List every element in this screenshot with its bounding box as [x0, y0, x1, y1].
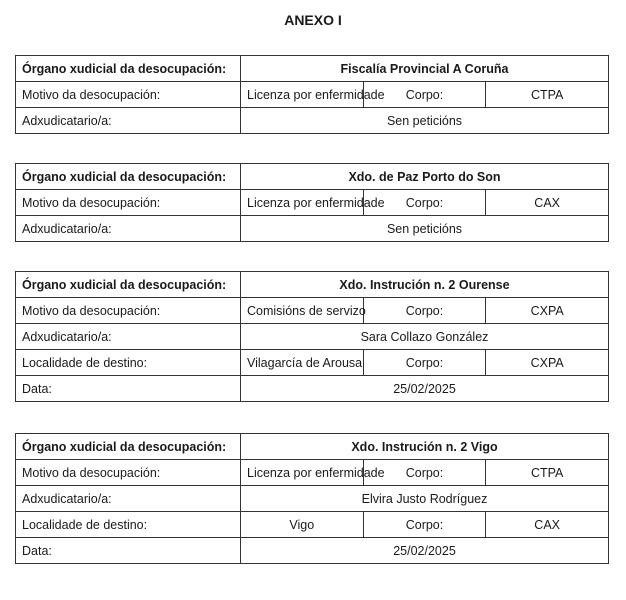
data-value: 25/02/2025: [241, 538, 609, 564]
corpo-label: Corpo:: [363, 190, 486, 216]
adxudicatario-value: Sen peticións: [241, 216, 609, 242]
corpo-label: Corpo:: [363, 298, 486, 324]
adxudicatario-row: [16, 216, 609, 242]
corpo-label: Corpo:: [363, 82, 486, 108]
data-value: 25/02/2025: [241, 376, 609, 402]
organo-row: [16, 434, 609, 460]
motivo-row: [16, 460, 609, 486]
motivo-label: Motivo da desocupación:: [16, 460, 241, 486]
motivo-value: Licenza por enfermidade: [241, 460, 364, 486]
localidade-row: [16, 350, 609, 376]
organo-label: Órgano xudicial da desocupación:: [16, 434, 241, 460]
document-title: ANEXO I: [284, 12, 342, 28]
organo-label: Órgano xudicial da desocupación:: [16, 272, 241, 298]
vacancy-block-1: [15, 55, 609, 134]
corpo-destino-value: CAX: [486, 512, 609, 538]
corpo-value: CAX: [486, 190, 609, 216]
localidade-row: [16, 512, 609, 538]
organo-row: [16, 272, 609, 298]
motivo-value: Licenza por enfermidade: [241, 82, 364, 108]
corpo-destino-value: CXPA: [486, 350, 609, 376]
adxudicatario-row: [16, 108, 609, 134]
adxudicatario-label: Adxudicatario/a:: [16, 324, 241, 350]
motivo-label: Motivo da desocupación:: [16, 190, 241, 216]
localidade-value: Vilagarcía de Arousa: [241, 350, 364, 376]
organo-value: Xdo. Instrución n. 2 Vigo: [241, 434, 609, 460]
adxudicatario-label: Adxudicatario/a:: [16, 486, 241, 512]
motivo-value: Licenza por enfermidade: [241, 190, 364, 216]
adxudicatario-row: [16, 486, 609, 512]
corpo-value: CTPA: [486, 460, 609, 486]
localidade-label: Localidade de destino:: [16, 350, 241, 376]
motivo-row: [16, 82, 609, 108]
localidade-label: Localidade de destino:: [16, 512, 241, 538]
vacancy-block-3: [15, 271, 609, 402]
data-row: [16, 538, 609, 564]
motivo-label: Motivo da desocupación:: [16, 82, 241, 108]
localidade-value: Vigo: [241, 512, 364, 538]
vacancy-block-2: [15, 163, 609, 242]
organo-row: [16, 56, 609, 82]
vacancy-block-4: [15, 433, 609, 564]
organo-label: Órgano xudicial da desocupación:: [16, 164, 241, 190]
data-label: Data:: [16, 538, 241, 564]
adxudicatario-label: Adxudicatario/a:: [16, 216, 241, 242]
data-row: [16, 376, 609, 402]
motivo-label: Motivo da desocupación:: [16, 298, 241, 324]
motivo-row: [16, 298, 609, 324]
organo-value: Xdo. de Paz Porto do Son: [241, 164, 609, 190]
corpo-value: CXPA: [486, 298, 609, 324]
data-label: Data:: [16, 376, 241, 402]
motivo-value: Comisións de servizo: [241, 298, 364, 324]
motivo-row: [16, 190, 609, 216]
corpo-value: CTPA: [486, 82, 609, 108]
adxudicatario-value: Sara Collazo González: [241, 324, 609, 350]
organo-value: Fiscalía Provincial A Coruña: [241, 56, 609, 82]
adxudicatario-row: [16, 324, 609, 350]
adxudicatario-label: Adxudicatario/a:: [16, 108, 241, 134]
corpo-label: Corpo:: [363, 460, 486, 486]
organo-label: Órgano xudicial da desocupación:: [16, 56, 241, 82]
organo-value: Xdo. Instrución n. 2 Ourense: [241, 272, 609, 298]
adxudicatario-value: Elvira Justo Rodríguez: [241, 486, 609, 512]
organo-row: [16, 164, 609, 190]
adxudicatario-value: Sen peticións: [241, 108, 609, 134]
corpo-destino-label: Corpo:: [363, 512, 486, 538]
corpo-destino-label: Corpo:: [363, 350, 486, 376]
